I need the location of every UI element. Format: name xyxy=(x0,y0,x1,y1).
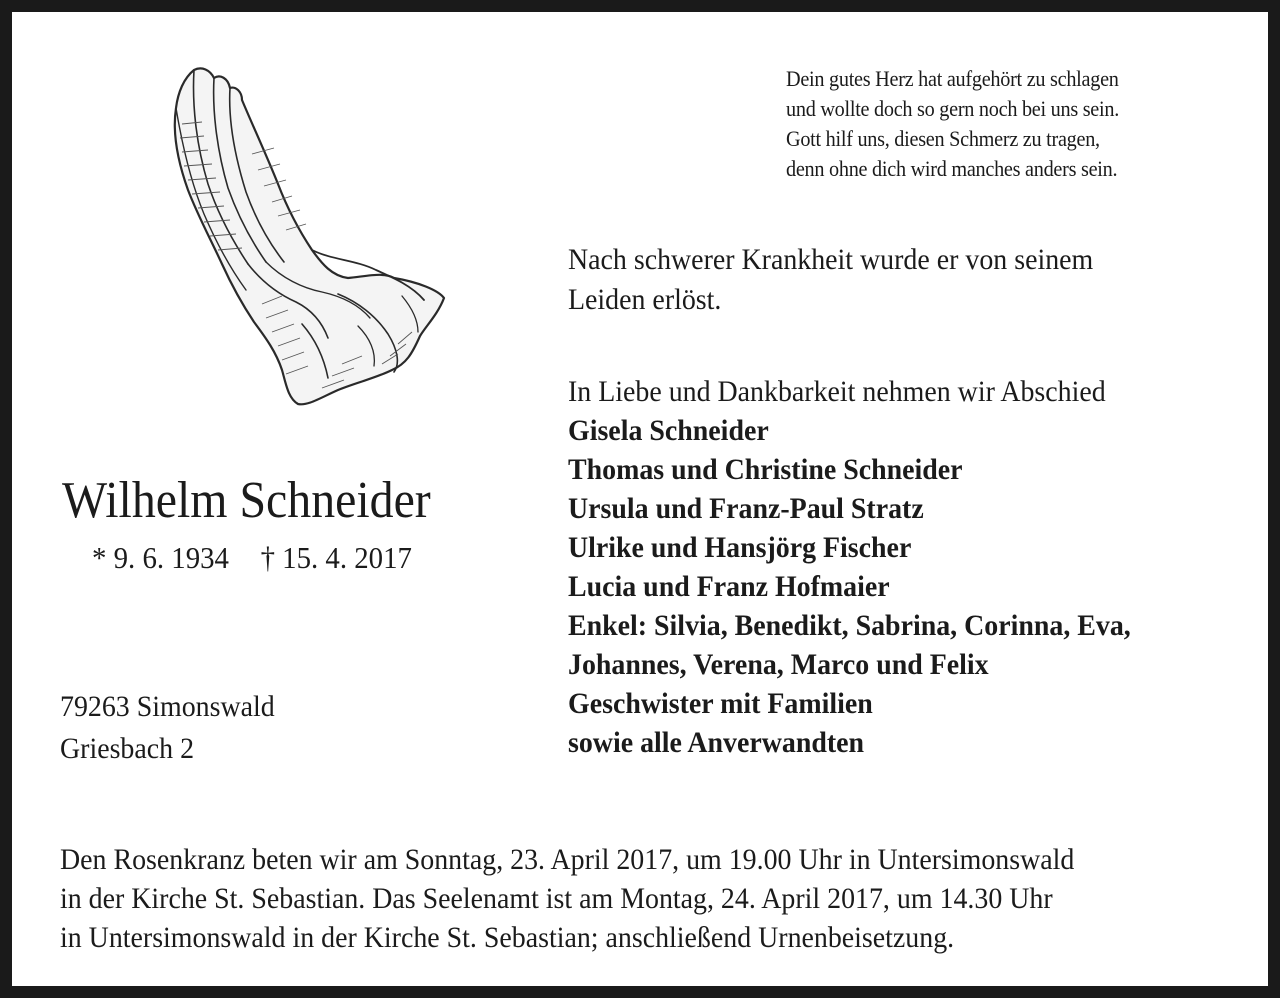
intro-line: Nach schwerer Krankheit wurde er von seinem xyxy=(568,243,1094,276)
mourner-line: sowie alle Anverwandten xyxy=(568,726,865,759)
service-info xyxy=(60,840,1223,957)
service-line: in der Kirche St. Sebastian. Das Seelenamt ist am Montag, 24. April 2017, um 14.30 Uhr xyxy=(60,882,1053,915)
intro-text xyxy=(568,240,1219,320)
poem-line: Dein gutes Herz hat aufgehört zu schlagen xyxy=(786,66,1119,91)
mourner-line: Ursula und Franz-Paul Stratz xyxy=(568,492,924,525)
address xyxy=(60,686,432,770)
mourner-line: Johannes, Verena, Marco und Felix xyxy=(568,648,989,681)
farewell-block xyxy=(568,372,1238,762)
poem-line: und wollte doch so gern noch bei uns sein. xyxy=(786,96,1119,121)
service-line: Den Rosenkranz beten wir am Sonntag, 23. April 2017, um 19.00 Uhr in Untersimonswald xyxy=(60,843,1075,876)
service-line: in Untersimonswald in der Kirche St. Sebastian; anschließend Urnenbeisetzung. xyxy=(60,921,955,954)
praying-hands-icon xyxy=(162,64,452,414)
death-date: † 15. 4. 2017 xyxy=(260,540,412,575)
address-street: Griesbach 2 xyxy=(60,732,195,765)
mourner-line: Ulrike und Hansjörg Fischer xyxy=(568,531,912,564)
birth-date: * 9. 6. 1934 xyxy=(92,540,229,575)
poem-line: Gott hilf uns, diesen Schmerz zu tragen, xyxy=(786,126,1100,151)
poem xyxy=(786,64,1228,184)
poem-line: denn ohne dich wird manches anders sein. xyxy=(786,156,1118,181)
mourner-line: Lucia und Franz Hofmaier xyxy=(568,570,890,603)
mourner-line: Thomas und Christine Schneider xyxy=(568,453,963,486)
mourner-line: Gisela Schneider xyxy=(568,414,769,447)
intro-line: Leiden erlöst. xyxy=(568,283,722,316)
address-city: 79263 Simonswald xyxy=(60,690,275,723)
mourner-line: Enkel: Silvia, Benedikt, Sabrina, Corinna, Eva, xyxy=(568,609,1131,642)
deceased-name: Wilhelm Schneider xyxy=(62,472,431,529)
farewell-heading: In Liebe und Dankbarkeit nehmen wir Abschied xyxy=(568,375,1106,408)
mourner-line: Geschwister mit Familien xyxy=(568,687,873,720)
life-dates xyxy=(92,538,483,578)
